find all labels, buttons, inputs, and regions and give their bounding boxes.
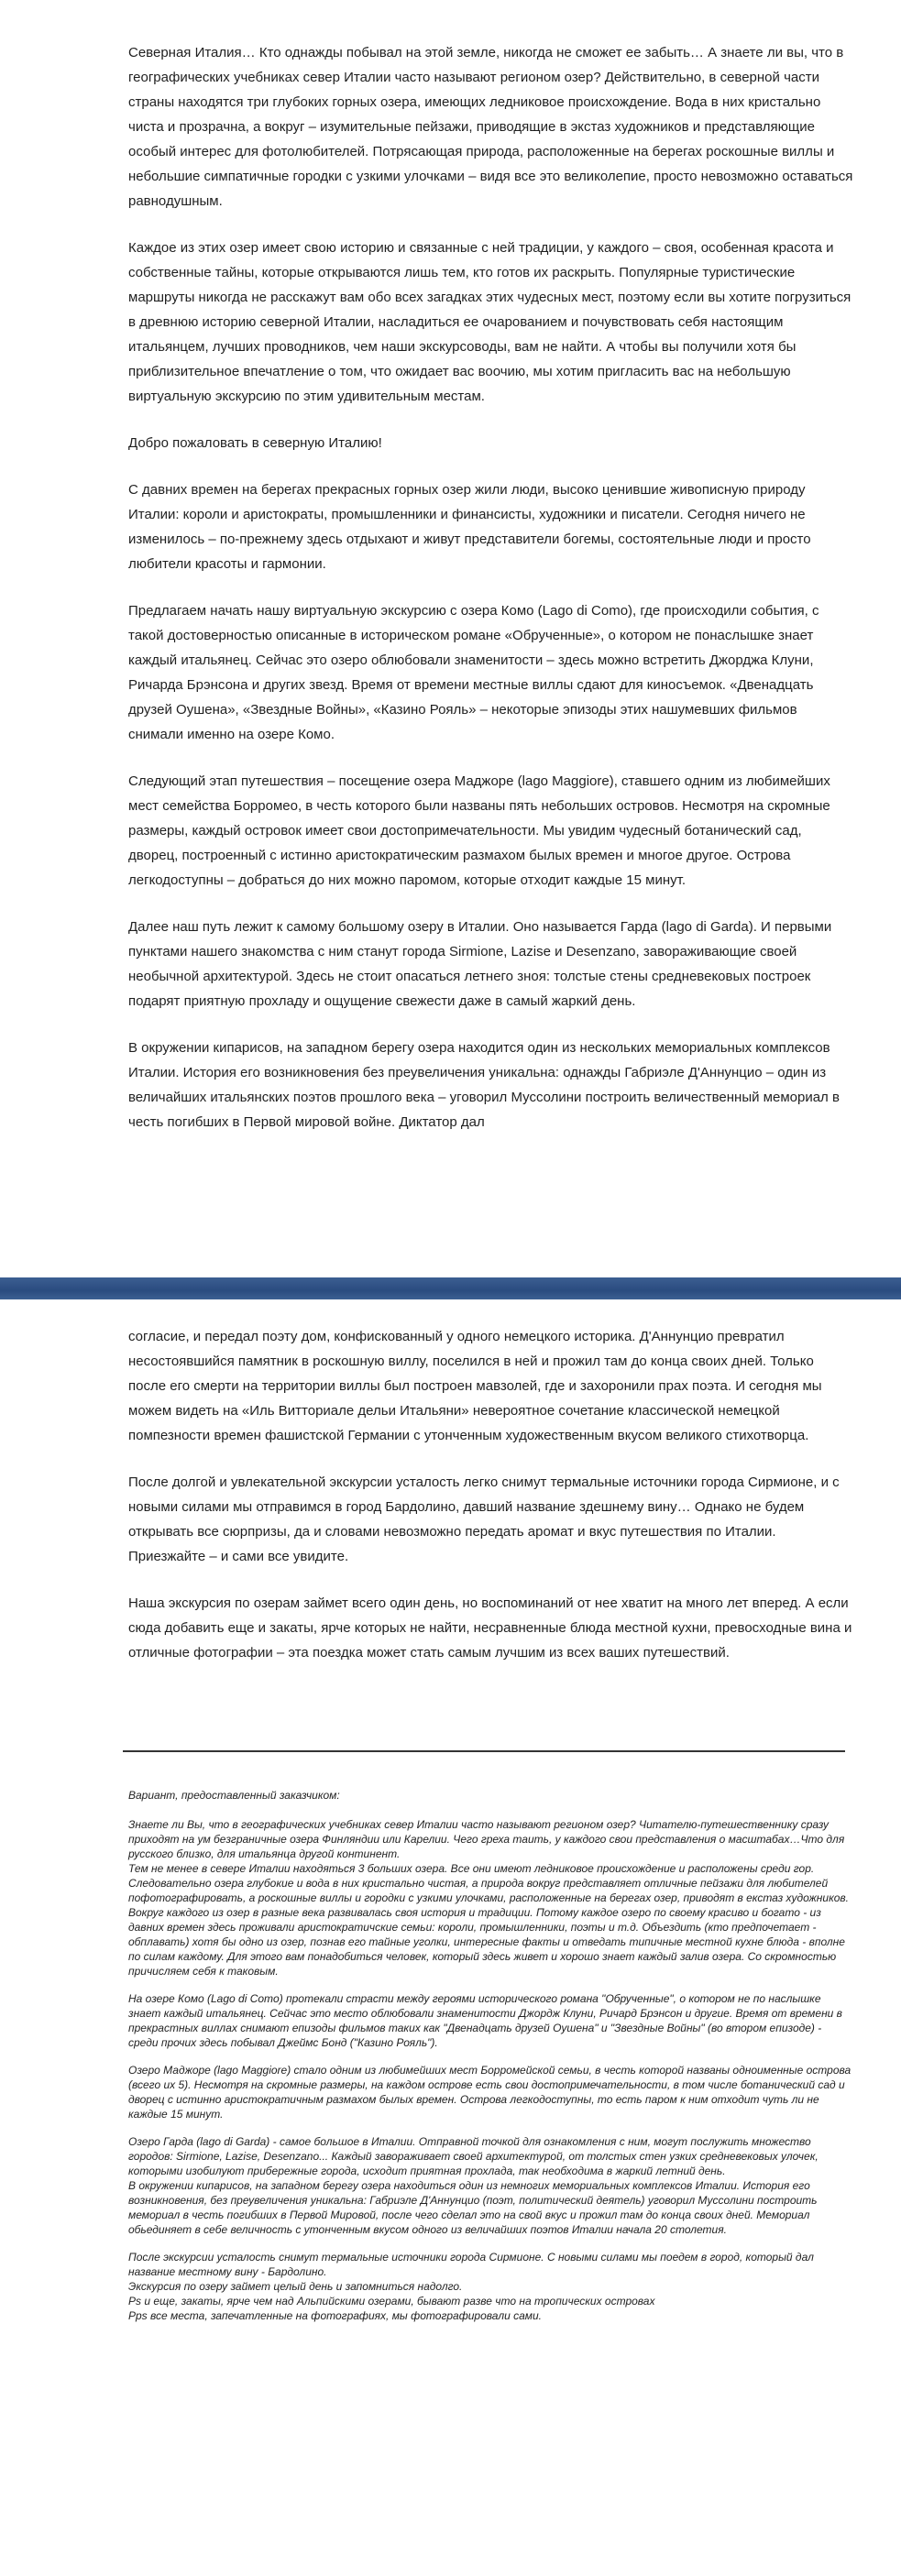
document-page-2 (0, 1299, 901, 2576)
paragraph: Каждое из этих озер имеет свою историю и связанные с ней традиции, у каждого – своя, особенная красота и собственные тайны, которые открываются лишь тем, кто готов их раскрыть. Популярные туристические маршруты никогда не расскажут вам обо всех загадках этих чудесных мест, поэтому если вы хотите погрузиться в древнюю историю северной Италии, насладиться ее очарованием и почувствовать себя настоящим итальянцем, лучших проводников, чем наши экскурсоводы, вам не найти. А чтобы вы получили хотя бы приблизительное впечатление о том, что ожидает вас воочию, мы хотим пригласить вас на небольшую виртуальную экскурсию по этим удивительным местам. (128, 240, 852, 404)
paragraph: Добро пожаловать в северную Италию! (128, 435, 382, 451)
client-variant-section (128, 1788, 852, 2336)
article-text (128, 1324, 854, 1687)
paragraph: После долгой и увлекательной экскурсии усталость легко снимут термальные источники города Сирмионе, и с новыми силами мы отправимся в город Бардолино, давший название здешнему вину… Однако не будем открывать все сюрпризы, да и словами невозможно передать аромат и вкус путешествия по Италии. Приезжайте – и сами все увидите. (128, 1474, 840, 1564)
document-page-1 (0, 0, 901, 1277)
paragraph: Предлагаем начать нашу виртуальную экскурсию с озера Комо (Lago di Como), где происходили события, с такой достоверностью описанные в историческом романе «Обрученные», о котором не понаслышке знает каждый итальянец. Сейчас это озеро облюбовали знаменитости – здесь можно встретить Джорджа Клуни, Ричарда Брэнсона и других звезд. Время от времени местные виллы сдают для киносъемок. «Двенадцать друзей Оушена», «Звездные Войны», «Казино Рояль» – некоторые эпизоды этих нашумевших фильмов снимали именно на озере Комо. (128, 603, 819, 742)
paragraph: Северная Италия… Кто однажды побывал на этой земле, никогда не сможет ее забыть… А знаете ли вы, что в географических учебниках север Италии часто называют регионом озер? Действительно, в северной части страны находятся три глубоких горных озера, имеющих ледниковое происхождение. Вода в них кристально чиста и прозрачна, а вокруг – изумительные пейзажи, приводящие в экстаз художников и представляющие особый интерес для фотолюбителей. Потрясающая природа, расположенные на берегах роскошные виллы и небольшие симпатичные городки с узкими улочками – видя все это великолепие, просто невозможно оставаться равнодушным. (128, 45, 853, 209)
client-paragraph: Озеро Маджоре (lago Maggiore) стало одним из любимейших мест Борромейской семьи, в честь которой названы одноименные острова (всего их 5). Несмотря на скромные размеры, на каждом острове есть свои достопримечательности, в том числе ботанический сад и дворец с истинно аристократичным размахом былых времен. Острова легкодоступны, то есть паром к ним отходит чуть ли не каждые 15 минут. (128, 2064, 852, 2121)
article-text (128, 40, 854, 1156)
paragraph: Далее наш путь лежит к самому большому озеру в Италии. Оно называется Гарда (lago di Garda). И первыми пунктами нашего знакомства с ним станут города Sirmione, Lazise и Desenzano, завораживающие своей необычной архитектурой. Здесь не стоит опасаться летнего зноя: толстые стены средневековых построек подарят приятную прохладу и ощущение свежести даже в самый жаркий день. (128, 919, 832, 1009)
paragraph: В окружении кипарисов, на западном берегу озера находится один из нескольких мемориальных комплексов Италии. История его возникновения без преувеличения уникальна: однажды Габриэле Д'Аннунцио – один из величайших итальянских поэтов прошлого века – уговорил Муссолини построить величественный мемориал в честь погибших в Первой мировой войне. Диктатор дал (128, 1040, 840, 1130)
paragraph: Наша экскурсия по озерам займет всего один день, но воспоминаний от нее хватит на много лет вперед. А если сюда добавить еще и закаты, ярче которых не найти, несравненные блюда местной кухни, превосходные вина и отличные фотографии – эта поездка может стать самым лучшим из всех ваших путешествий. (128, 1595, 852, 1661)
client-variant-heading: Вариант, предоставленный заказчиком: (128, 1789, 340, 1802)
client-paragraph: На озере Комо (Lago di Como) протекали страсти между героями исторического романа "Обрученные", о котором не по наслышке знает каждый итальянец. Сейчас это место облюбовали знаменитости Джордж Клуни, Ричард Брэнсон и другие. Время от времени в прекрастных виллах снимают епизоды фильмов таких как "Двенадцать друзей Оушена" и "Звездные Войны" (во втором епизоде) - среди прочих здесь побывал Джеймс Бонд ("Казино Рояль"). (128, 1992, 842, 2049)
client-paragraph: После экскурсии усталость снимут термальные источники города Сирмионе. С новыми силами мы поедем в город, который дал название местному вину - Бардолино. Экскурсия по озеру займет целый день и запомниться надолго. Ps и еще, закаты, ярче чем над Альпийскими озерами, бывают разве что на тропических островах Pps все места, запечатленные на фотографиях, мы фотографировали сами. (128, 2251, 814, 2322)
client-paragraph: Знаете ли Вы, что в географических учебниках север Италии часто называют регионом озер? Читателю-путешественнику сразу приходят на ум безграничные озера Финляндии или Карелии. Чего греха таить, у каждого свои представления о масштабах…Что для русского близко, для итальянца другой континент. Тем не менее в северe Италии находяться 3 больших озера. Все они имеют ледниковое происхождение и расположены среди гор. Следовательно озера глубокие и вода в них кристально чистая, а природа вокруг представляет отличные пейзажи для любителей пофотографировать, а роскошные виллы и городки с узкими улочками, расположенные на берегах озер, приводят в екстаз художников. Вокруг каждого из озер в разные века развивалась своя история и традиции. Потому каждое озеро по своему красиво и богато - из давних времен здесь проживали аристократичские семьи: короли, промышленники, поэты и т.д. Объездить (кто предпочетает - обплавать) хотя бы одно из озер, познав его тайные уголки, интересные факты и отведать типичные местной кухне блюда - вполне по силам каждому. Для этого вам понадобиться человек, который здесь живет и хорошо знает каждый залив озера. Со скромностью причисляем себя к таковым. (128, 1818, 850, 1978)
page-break-separator (0, 1277, 901, 1299)
paragraph: С давних времен на берегах прекрасных горных озер жили люди, высоко ценившие живописную природу Италии: короли и аристократы, промышленники и финансисты, художники и писатели. Сегодня ничего не изменилось – по-прежнему здесь отдыхают и живут представители богемы, состоятельные люди и просто любители красоты и гармонии. (128, 482, 811, 572)
paragraph: согласие, и передал поэту дом, конфискованный у одного немецкого историка. Д'Аннунцио превратил несостоявшийся памятник в роскошную виллу, поселился в ней и прожил там до конца своих дней. Только после его смерти на территории виллы был построен мавзолей, где и захоронили прах поэта. И сегодня мы можем видеть на «Иль Витториале дельи Итальяни» невероятное сочетание классической немецкой помпезности времен фашистской Германии с утонченным художественным вкусом великого стихотворца. (128, 1329, 822, 1443)
client-paragraph: Озеро Гарда (lago di Garda) - самое большое в Италии. Отправной точкой для ознакомления с ним, могут послужить множество городов: Sirmione, Lazise, Desenzano... Каждый завораживает своей архитектурой, от толстых стен узких средневековых улочек, которыми изобилуют прибережные города, исходит приятная прохлада, так необходима в жаркий летний день. В окружении кипарисов, на западном берегу озера находиться один из немногих мемориальных комплексов Италии. История его возникновения, без преувеличения уникальна: Габриэле Д'Аннунцио (поэт, политический деятель) уговорил Муссолини построить мемориал в честь погибших в Первой Мировой, после чего сделал это на свой вкус и прожил там до конца своих дней. Мемориал обьединяет в себе величность с утонченным вкусом одного из величайших поэтов Италии начала 20 столетия. (128, 2135, 819, 2236)
horizontal-divider (123, 1750, 845, 1752)
paragraph: Следующий этап путешествия – посещение озера Маджоре (lago Maggiore), ставшего одним из любимейших мест семейства Борромео, в честь которого были названы пять небольших островов. Несмотря на скромные размеры, каждый островок имеет свои достопримечательности. Мы увидим чудесный ботанический сад, дворец, построенный с истинно аристократическим размахом былых времен и многое другое. Острова легкодоступны – добраться до них можно паромом, которые отходит каждые 15 минут. (128, 773, 830, 888)
